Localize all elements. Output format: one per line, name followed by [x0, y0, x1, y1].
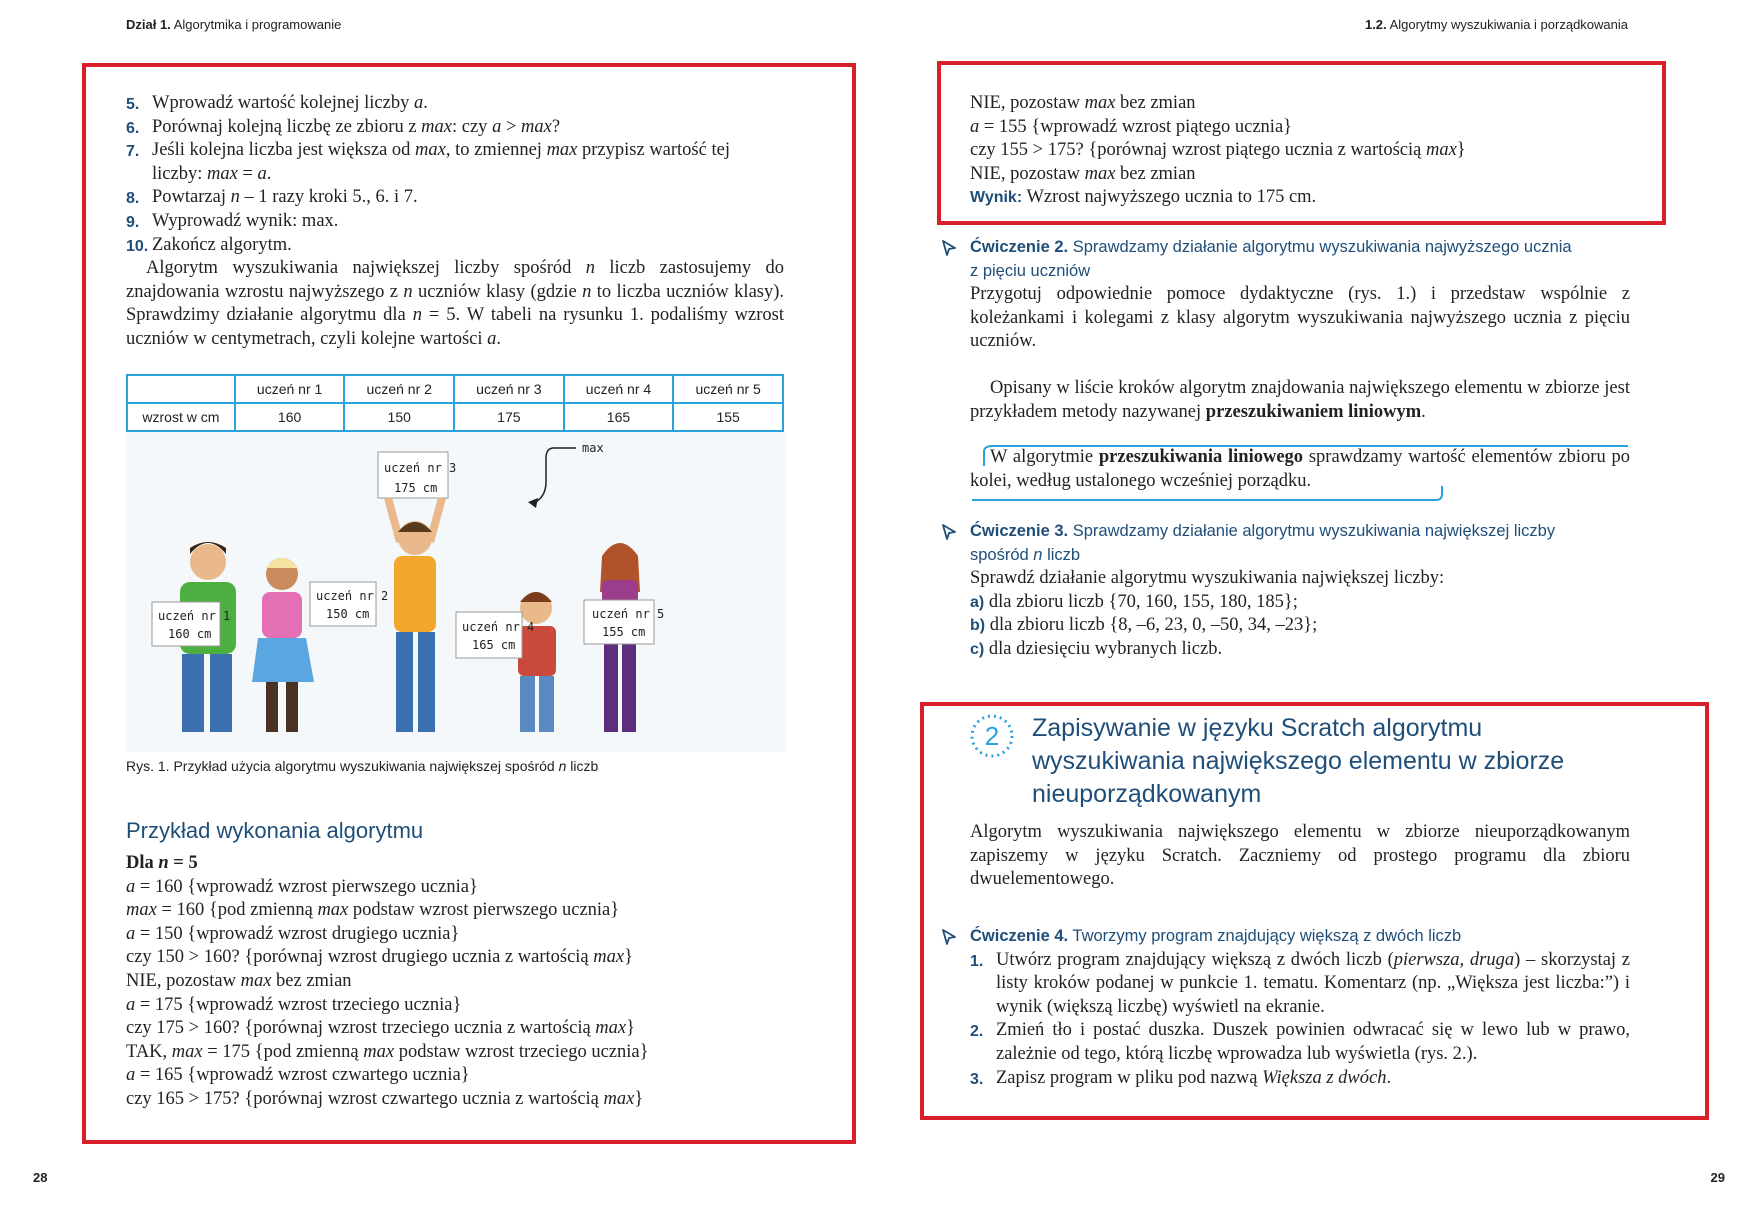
- definition-text: W algorytmie przeszukiwania liniowego sprawdzamy wartość elementów zbioru po kolei, według ustalonego wcześniej porządku.: [970, 447, 1630, 491]
- section-number-badge: [968, 712, 1016, 760]
- exercise-cursor-icon: [940, 523, 958, 541]
- example-lines: [126, 852, 786, 1112]
- step-7: 7. Jeśli kolejna liczba jest większa od max, to zmiennej max przypisz wartość tej liczby: max = a.: [126, 140, 730, 184]
- table-header-cell: uczeń nr 3: [454, 375, 564, 403]
- linear-search-paragraph: Opisany w liście kroków algorytm znajdowania największego elementu w zbiorze jest przykładem metody nazywanej przeszukiwaniem liniowym.: [970, 378, 1630, 422]
- sign-3-line1: uczeń nr 3: [384, 461, 457, 475]
- table-header-cell: uczeń nr 1: [235, 375, 345, 403]
- table-cell: 165: [564, 403, 674, 431]
- page-number-right: 29: [1710, 1170, 1725, 1185]
- definition-box: [970, 444, 1630, 493]
- sign-2-line1: uczeń nr 2: [316, 589, 389, 603]
- example-line: a = 165 {wprowadź wzrost czwartego ucznia}: [126, 1065, 470, 1086]
- exercise-3-item: b) dla zbioru liczb {8, –6, 23, 0, –50, 34, –23};: [970, 615, 1318, 636]
- example-line: NIE, pozostaw max bez zmian: [126, 970, 352, 991]
- definition-bracket: [970, 444, 1630, 502]
- section-number: 1.2.: [1364, 17, 1387, 32]
- sign-5-line2: 155 cm: [602, 625, 646, 639]
- result-line: Wynik: Wzrost najwyższego ucznia to 175 cm.: [970, 187, 1317, 208]
- example-line: NIE, pozostaw max bez zmian: [970, 163, 1196, 184]
- svg-text:2: 2: [984, 721, 1000, 751]
- table-header-row: [127, 375, 783, 403]
- chapter-number: Dział 1.: [126, 17, 171, 32]
- exercise-2: [970, 236, 1630, 354]
- table-cell: 175: [454, 403, 564, 431]
- example-line: czy 155 > 175? {porównaj wzrost piątego ucznia z wartością max}: [970, 140, 1466, 161]
- left-page-content: [126, 92, 784, 432]
- example-line: a = 150 {wprowadź wzrost drugiego ucznia}: [126, 923, 460, 944]
- table-cell: 160: [235, 403, 345, 431]
- example-line: czy 150 > 160? {porównaj wzrost drugiego ucznia z wartością max}: [126, 947, 633, 968]
- exercise-3-item: a) dla zbioru liczb {70, 160, 155, 180, 185};: [970, 591, 1298, 612]
- exercise-cursor-icon: [940, 239, 958, 257]
- sign-4-line1: uczeń nr 4: [462, 620, 535, 634]
- exercise-3: [970, 520, 1630, 662]
- exercise-4-step-2: 2. Zmień tło i postać duszka. Duszek powinien odwracać się w lewo lub w prawo, zależnie od tego, którą liczbę wprowadza lub wyświetla (rys. 2.).: [970, 1020, 1630, 1064]
- table-header-cell: [127, 375, 235, 403]
- table-cell: 150: [344, 403, 454, 431]
- exercise-cursor-icon: [940, 928, 958, 946]
- table-header-cell: uczeń nr 2: [344, 375, 454, 403]
- example-line: TAK, max = 175 {pod zmienną max podstaw wzrost trzeciego ucznia}: [126, 1041, 649, 1062]
- left-running-header: [126, 17, 341, 32]
- example-line: czy 175 > 160? {porównaj wzrost trzeciego ucznia z wartością max}: [126, 1018, 636, 1039]
- exercise-2-body: Przygotuj odpowiednie pomoce dydaktyczne (rys. 1.) i przedstaw wspólnie z koleżankami i kolegami z klasy algorytm wyszukiwania najwyższego ucznia z pięciu uczniów.: [970, 284, 1630, 352]
- intro-paragraph: Algorytm wyszukiwania największej liczby spośród n liczb zastosujemy do znajdowania wzrostu najwyższego z n uczniów klasy (gdzie n to liczba uczniów klasy). Sprawdzimy działanie algorytmu dla n = 5. W tabeli na rysunku 1. podaliśmy wzrost uczniów w centymetrach, czyli kolejne wartości a.: [126, 258, 785, 349]
- page-number-left: 28: [33, 1170, 48, 1185]
- right-running-header: [1365, 17, 1628, 32]
- section-2: [970, 712, 1630, 892]
- table-header-cell: uczeń nr 5: [673, 375, 783, 403]
- sign-4-line2: 165 cm: [472, 638, 516, 652]
- max-label: max: [582, 441, 604, 455]
- sign-1-line1: uczeń nr 1: [158, 609, 231, 623]
- figure-caption: Rys. 1. Przykład użycia algorytmu wyszukiwania największej spośród n liczb: [126, 758, 599, 774]
- exercise-3-body: Sprawdź działanie algorytmu wyszukiwania największej liczby:: [970, 568, 1445, 589]
- example-line: NIE, pozostaw max bez zmian: [970, 93, 1196, 113]
- step-10: 10. Zakończ algorytm.: [126, 234, 292, 255]
- table-row: [127, 403, 783, 431]
- chapter-title: Algorytmika i programowanie: [173, 17, 342, 32]
- height-table: [126, 374, 784, 432]
- students-illustration: [126, 432, 786, 752]
- example-line: max = 160 {pod zmienną max podstaw wzrost pierwszego ucznia}: [126, 900, 620, 921]
- example-section: [126, 818, 786, 1112]
- step-6: 6. Porównaj kolejną liczbę ze zbioru z max: czy a > max?: [126, 116, 561, 137]
- exercise-4-title: Ćwiczenie 4. Tworzymy program znajdujący większą z dwóch liczb: [970, 927, 1462, 945]
- section-2-title: Zapisywanie w języku Scratch algorytmu wyszukiwania największego elementu w zbiorze nieuporządkowanym: [1032, 714, 1565, 808]
- example-line: czy 165 > 175? {porównaj wzrost czwartego ucznia z wartością max}: [126, 1088, 644, 1109]
- step-9: 9. Wyprowadź wynik: max.: [126, 210, 339, 231]
- example-dla: Dla n = 5: [126, 853, 198, 873]
- sign-2-line2: 150 cm: [326, 607, 370, 621]
- step-5: 5. Wprowadź wartość kolejnej liczby a.: [126, 93, 428, 113]
- example-continuation: [970, 92, 1630, 210]
- step-8: 8. Powtarzaj n – 1 razy kroki 5., 6. i 7.: [126, 187, 418, 208]
- exercise-4-step-3: 3. Zapisz program w pliku pod nazwą Większa z dwóch.: [970, 1067, 1392, 1088]
- exercise-2-title: Ćwiczenie 2. Sprawdzamy działanie algorytmu wyszukiwania najwyższego ucznia z pięciu uczniów: [970, 238, 1572, 280]
- sign-1-line2: 160 cm: [168, 627, 212, 641]
- exercise-4-step-1: 1. Utwórz program znajdujący większą z dwóch liczb (pierwsza, druga) – skorzystaj z listy kroków podanej w punkcie 1. tematu. Komentarz (np. „Większa jest liczba:”) i wynik (większą liczbę) wyświetl na ekranie.: [970, 949, 1631, 1017]
- table-header-cell: uczeń nr 4: [564, 375, 674, 403]
- example-heading: Przykład wykonania algorytmu: [126, 818, 424, 843]
- exercise-3-item: c) dla dziesięciu wybranych liczb.: [970, 638, 1223, 659]
- example-line: a = 175 {wprowadź wzrost trzeciego ucznia}: [126, 994, 462, 1015]
- section-title: Algorytmy wyszukiwania i porządkowania: [1389, 17, 1628, 32]
- example-line: a = 155 {wprowadź wzrost piątego ucznia}: [970, 116, 1293, 137]
- algorithm-steps: [126, 92, 784, 257]
- sign-3-line2: 175 cm: [394, 481, 438, 495]
- section-2-intro: Algorytm wyszukiwania największego elementu w zbiorze nieuporządkowanym zapiszemy w języku Scratch. Zaczniemy od prostego programu dla zbioru dwuelementowego.: [970, 822, 1630, 890]
- exercise-4: [970, 925, 1630, 1090]
- table-row-label: wzrost w cm: [127, 403, 235, 431]
- example-line: a = 160 {wprowadź wzrost pierwszego ucznia}: [126, 876, 478, 897]
- table-cell: 155: [673, 403, 783, 431]
- exercise-3-title: Ćwiczenie 3. Sprawdzamy działanie algorytmu wyszukiwania największej liczby spośród n liczb: [970, 522, 1556, 564]
- sign-5-line1: uczeń nr 5: [592, 607, 665, 621]
